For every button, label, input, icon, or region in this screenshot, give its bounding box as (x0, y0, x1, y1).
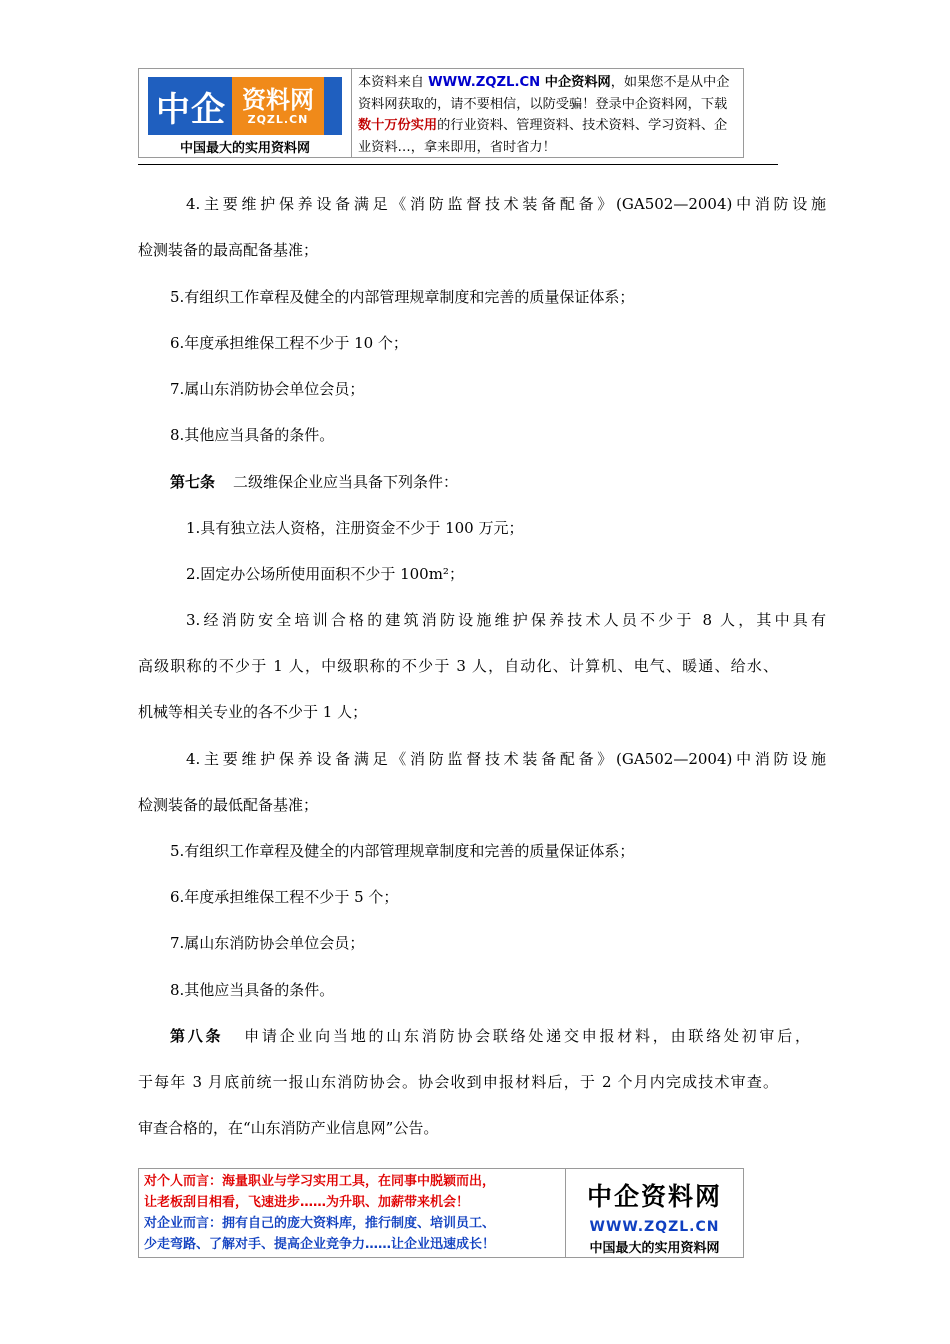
logo-mark (148, 77, 342, 135)
para-4: 7.属山东消防协会单位会员； (170, 380, 365, 398)
notice-highlight: 数十万份实用 (358, 118, 438, 133)
item-4-line-b: 检测装备的最低配备基准； (138, 796, 319, 814)
article-8-text-a: 申请企业向当地的山东消防协会联络处递交申报材料，由联络处初审后， (241, 1027, 810, 1045)
promo-line-3: 对企业而言：拥有自己的庞大资料库，推行制度、培训员工、 (144, 1216, 496, 1231)
footer-tagline: 中国最大的实用资料网 (589, 1241, 720, 1256)
footer-logo-title: 中企资料网 (586, 1182, 722, 1211)
item-8: 8.其他应当具备的条件。 (170, 981, 335, 999)
header-divider (138, 164, 778, 165)
logo-tagline: 中国最大的实用资料网 (179, 141, 310, 156)
item-1: 1.具有独立法人资格，注册资金不少于 100 万元； (186, 519, 524, 537)
para-1-line-a: 4.主要维护保养设备满足《消防监督技术装备配备》(GA502—2004)中消防设施 (186, 195, 826, 213)
item-3-line-b: 高级职称的不少于 1 人，中级职称的不少于 3 人，自动化、计算机、电气、暖通、给水、 (138, 657, 778, 675)
site-url-link[interactable]: WWW.ZQZL.CN (428, 75, 541, 90)
logo-chinese: 中企 (156, 89, 226, 130)
article-8-line-c: 审查合格的，在“山东消防产业信息网”公告。 (138, 1119, 439, 1137)
notice-body: ，如果您不是从中企资料网获取的，请不要相信，以防受骗！登录中企资料网，下载 (358, 75, 730, 112)
article-8-line-b: 于每年 3 月底前统一报山东消防协会。协会收到申报材料后，于 2 个月内完成技术审查。 (138, 1073, 778, 1091)
para-2: 5.有组织工作章程及健全的内部管理规章制度和完善的质量保证体系； (170, 288, 635, 306)
item-7: 7.属山东消防协会单位会员； (170, 934, 365, 952)
item-2: 2.固定办公场所使用面积不少于 100m²； (186, 565, 464, 583)
footer-url-link[interactable]: WWW.ZQZL.CN (589, 1219, 720, 1235)
article-7-text: 二级维保企业应当具备下列条件： (233, 473, 459, 491)
item-5: 5.有组织工作章程及健全的内部管理规章制度和完善的质量保证体系； (170, 842, 635, 860)
logo-domain: ZQZL.CN (247, 112, 309, 126)
item-3-line-c: 机械等相关专业的各不少于 1 人； (138, 703, 368, 721)
article-7 (138, 472, 810, 492)
notice-prefix: 本资料来自 (358, 75, 429, 90)
header-banner (138, 68, 744, 158)
notice-tail: 的行业资料、管理资料、技术资料、学习资料、企业资料…，拿来即用，省时省力！ (358, 118, 728, 155)
footer-promo (139, 1169, 566, 1257)
item-4-line-a: 4.主要维护保养设备满足《消防监督技术装备配备》(GA502—2004)中消防设施 (186, 750, 826, 768)
item-3-line-a: 3.经消防安全培训合格的建筑消防设施维护保养技术人员不少于 8 人，其中具有 (186, 611, 826, 629)
article-7-label: 第七条 (170, 473, 216, 491)
para-3: 6.年度承担维保工程不少于 10 个； (170, 334, 408, 352)
promo-line-1: 对个人而言：海量职业与学习实用工具，在同事中脱颖而出， (144, 1174, 496, 1189)
header-notice (352, 69, 743, 157)
promo-line-4: 少走弯路、了解对手、提高企业竞争力……让企业迅速成长！ (144, 1237, 496, 1252)
item-6: 6.年度承担维保工程不少于 5 个； (170, 888, 399, 906)
logo-badge (232, 77, 324, 135)
para-1-line-b: 检测装备的最高配备基准； (138, 241, 319, 259)
article-8-label: 第八条 (170, 1027, 224, 1045)
site-name: 中企资料网 (540, 75, 611, 90)
logo-badge-text: 资料网 (242, 85, 314, 114)
para-5: 8.其他应当具备的条件。 (170, 426, 335, 444)
footer-logo[interactable] (566, 1169, 743, 1257)
promo-line-2: 让老板刮目相看，飞速进步……为升职、加薪带来机会！ (144, 1195, 470, 1210)
site-logo[interactable] (139, 69, 352, 157)
article-8-line-a (138, 1026, 810, 1046)
footer-banner (138, 1168, 744, 1258)
